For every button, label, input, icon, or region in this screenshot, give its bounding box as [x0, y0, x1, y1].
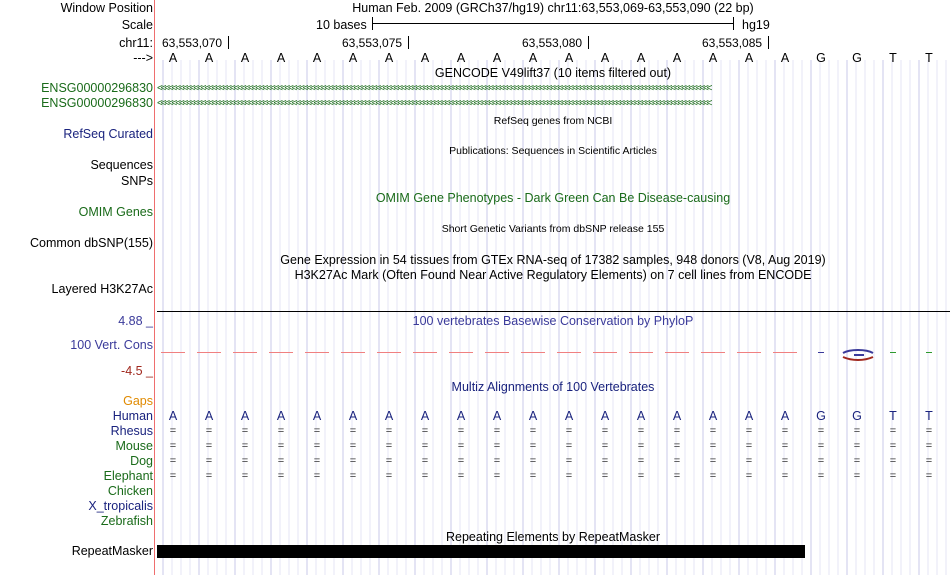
alignment-match-mark: =: [241, 455, 249, 467]
conservation-bar: [701, 352, 725, 353]
reference-base: A: [744, 51, 754, 65]
ruler-tick: 63,553,085: [702, 36, 763, 50]
alignment-match-mark: =: [601, 440, 609, 452]
conservation-bar: [926, 352, 932, 353]
alignment-match-mark: =: [601, 470, 609, 482]
conservation-bar: [377, 352, 401, 353]
reference-base: A: [636, 51, 646, 65]
ruler-tick-mark: [588, 36, 589, 49]
scale-bar: [372, 23, 733, 24]
conservation-bar: [665, 352, 689, 353]
conservation-label[interactable]: 100 Vert. Cons: [70, 338, 153, 352]
conservation-bar: [629, 352, 653, 353]
strand-label: --->: [133, 51, 153, 65]
h3k27ac-track-title[interactable]: H3K27Ac Mark (Often Found Near Active Regulatory Elements) on 7 cell lines from ENCODE: [294, 268, 812, 282]
alignment-match-mark: =: [925, 455, 933, 467]
alignment-match-mark: =: [457, 470, 465, 482]
alignment-match-mark: =: [529, 425, 537, 437]
reference-base: A: [312, 51, 322, 65]
short-variants-track-title[interactable]: Short Genetic Variants from dbSNP release 155: [441, 223, 665, 235]
gaps-label[interactable]: Gaps: [123, 394, 153, 408]
alignment-match-mark: =: [205, 440, 213, 452]
reference-base: A: [276, 51, 286, 65]
sequences-label[interactable]: Sequences: [90, 158, 153, 172]
alignment-match-mark: =: [277, 425, 285, 437]
alignment-match-mark: =: [853, 440, 861, 452]
h3k27ac-label[interactable]: Layered H3K27Ac: [51, 282, 153, 296]
reference-base: A: [168, 51, 178, 65]
reference-base: A: [564, 51, 574, 65]
reference-base: A: [420, 51, 430, 65]
conservation-bar: [269, 352, 293, 353]
alignment-match-mark: =: [853, 425, 861, 437]
alignment-match-mark: =: [817, 455, 825, 467]
reference-base: A: [492, 51, 502, 65]
alignment-match-mark: =: [745, 425, 753, 437]
alignment-match-mark: =: [673, 440, 681, 452]
alignment-match-mark: =: [853, 470, 861, 482]
gene-track-1[interactable]: <<<<<<<<<<<<<<<<<<<<<<<<<<<<<<<<<<<<<<<<<<<<<<<<<<<<<<<<<<<<<<<<<<<<<<<<<<<<<<<<<<<<<<<<<<<<<<<<<<<<<<<<<<<<<<<<<<<<<<<<<<<<<<<<<<<<<<<<<<<<<<<<<<<<<<<<: [157, 84, 711, 94]
reference-base: A: [528, 51, 538, 65]
alignment-match-mark: =: [781, 440, 789, 452]
conservation-bar: [773, 352, 797, 353]
species-label-human[interactable]: Human: [112, 409, 153, 423]
alignment-match-mark: =: [385, 470, 393, 482]
alignment-match-mark: =: [889, 440, 897, 452]
human-aligned-base: A: [240, 409, 250, 423]
alignment-match-mark: =: [529, 470, 537, 482]
reference-base: A: [204, 51, 214, 65]
human-aligned-base: A: [780, 409, 790, 423]
species-label-dog[interactable]: Dog: [130, 454, 153, 468]
repeatmasker-label[interactable]: RepeatMasker: [71, 544, 153, 558]
multiz-track-title[interactable]: Multiz Alignments of 100 Vertebrates: [451, 380, 655, 394]
ruler-tick: 63,553,080: [522, 36, 583, 50]
reference-base: A: [672, 51, 682, 65]
alignment-match-mark: =: [637, 455, 645, 467]
alignment-match-mark: =: [313, 425, 321, 437]
gene-label-2[interactable]: ENSG00000296830: [41, 96, 153, 110]
reference-base: A: [708, 51, 718, 65]
reference-base: G: [816, 51, 826, 65]
scale-bar-right: [733, 17, 734, 30]
reference-base: A: [600, 51, 610, 65]
ruler-tick-mark: [768, 36, 769, 49]
alignment-match-mark: =: [313, 440, 321, 452]
alignment-match-mark: =: [421, 425, 429, 437]
h3k27ac-baseline: [157, 311, 950, 312]
alignment-match-mark: =: [277, 470, 285, 482]
alignment-match-mark: =: [601, 455, 609, 467]
alignment-match-mark: =: [817, 425, 825, 437]
human-aligned-base: A: [744, 409, 754, 423]
alignment-match-mark: =: [493, 455, 501, 467]
conservation-bar: [413, 352, 437, 353]
assembly-position-text: Human Feb. 2009 (GRCh37/hg19) chr11:63,553,069-63,553,090 (22 bp): [352, 1, 754, 15]
alignment-match-mark: =: [169, 455, 177, 467]
alignment-match-mark: =: [205, 470, 213, 482]
reference-base: T: [889, 51, 897, 65]
alignment-match-mark: =: [781, 455, 789, 467]
human-aligned-base: G: [852, 409, 862, 423]
human-aligned-base: A: [636, 409, 646, 423]
alignment-match-mark: =: [349, 440, 357, 452]
alignment-match-mark: =: [277, 455, 285, 467]
alignment-match-mark: =: [745, 470, 753, 482]
alignment-match-mark: =: [925, 470, 933, 482]
window-position-label: Window Position: [60, 1, 153, 15]
human-aligned-base: A: [348, 409, 358, 423]
gencode-track-title[interactable]: GENCODE V49lift37 (10 items filtered out): [434, 66, 672, 80]
reference-base: A: [780, 51, 790, 65]
alignment-match-mark: =: [601, 425, 609, 437]
human-aligned-base: A: [276, 409, 286, 423]
species-label-elephant[interactable]: Elephant: [103, 469, 153, 483]
refseq-label[interactable]: RefSeq Curated: [63, 127, 153, 141]
chrom-label: chr11:: [119, 36, 153, 50]
alignment-match-mark: =: [205, 455, 213, 467]
human-aligned-base: T: [889, 409, 897, 423]
alignment-match-mark: =: [781, 470, 789, 482]
conservation-bar: [557, 352, 581, 353]
conservation-bar: [521, 352, 545, 353]
alignment-match-mark: =: [637, 470, 645, 482]
reference-base: A: [240, 51, 250, 65]
alignment-match-mark: =: [457, 455, 465, 467]
alignment-match-mark: =: [421, 455, 429, 467]
species-label-x-tropicalis[interactable]: X_tropicalis: [88, 499, 153, 513]
alignment-match-mark: =: [457, 440, 465, 452]
alignment-match-mark: =: [817, 470, 825, 482]
conservation-bar: [737, 352, 761, 353]
alignment-match-mark: =: [889, 425, 897, 437]
alignment-match-mark: =: [745, 455, 753, 467]
species-label-mouse[interactable]: Mouse: [115, 439, 153, 453]
alignment-match-mark: =: [565, 455, 573, 467]
gtex-track-title[interactable]: Gene Expression in 54 tissues from GTEx RNA-seq of 17382 samples, 948 donors (V8, Aug 2019): [280, 253, 826, 267]
omim-track-title[interactable]: OMIM Gene Phenotypes - Dark Green Can Be Disease-causing: [375, 191, 731, 205]
human-aligned-base: G: [816, 409, 826, 423]
alignment-match-mark: =: [565, 440, 573, 452]
conservation-bar: [161, 352, 185, 353]
human-aligned-base: A: [672, 409, 682, 423]
alignment-match-mark: =: [457, 425, 465, 437]
alignment-match-mark: =: [493, 440, 501, 452]
alignment-match-mark: =: [385, 440, 393, 452]
human-aligned-base: A: [384, 409, 394, 423]
alignment-match-mark: =: [385, 455, 393, 467]
alignment-match-mark: =: [385, 425, 393, 437]
alignment-match-mark: =: [313, 470, 321, 482]
alignment-match-mark: =: [925, 425, 933, 437]
human-aligned-base: A: [600, 409, 610, 423]
species-label-rhesus[interactable]: Rhesus: [110, 424, 153, 438]
conservation-bar: [341, 352, 365, 353]
alignment-match-mark: =: [745, 440, 753, 452]
conservation-bar: [305, 352, 329, 353]
alignment-match-mark: =: [529, 455, 537, 467]
dbsnp-label[interactable]: Common dbSNP(155): [30, 236, 153, 250]
alignment-match-mark: =: [565, 425, 573, 437]
publications-track-title[interactable]: Publications: Sequences in Scientific Articles: [449, 145, 657, 157]
species-label-zebrafish[interactable]: Zebrafish: [100, 514, 153, 528]
alignment-match-mark: =: [673, 455, 681, 467]
alignment-match-mark: =: [709, 470, 717, 482]
conservation-bar: [485, 352, 509, 353]
alignment-match-mark: =: [421, 470, 429, 482]
alignment-match-mark: =: [349, 470, 357, 482]
repeatmasker-element[interactable]: [157, 545, 805, 558]
alignment-match-mark: =: [781, 425, 789, 437]
alignment-match-mark: =: [313, 455, 321, 467]
human-aligned-base: A: [456, 409, 466, 423]
scale-label: Scale: [121, 18, 153, 32]
alignment-match-mark: =: [349, 425, 357, 437]
alignment-match-mark: =: [277, 440, 285, 452]
alignment-match-mark: =: [169, 470, 177, 482]
conservation-bar: [197, 352, 221, 353]
alignment-match-mark: =: [349, 455, 357, 467]
cons-max-label: 4.88 _: [118, 314, 153, 328]
alignment-match-mark: =: [925, 440, 933, 452]
conservation-bar: [449, 352, 473, 353]
label-separator: [154, 0, 155, 575]
cons-min-label: -4.5 _: [121, 364, 153, 378]
conservation-bar: [233, 352, 257, 353]
omim-label[interactable]: OMIM Genes: [78, 205, 153, 219]
conservation-bar: [593, 352, 617, 353]
reference-base: A: [456, 51, 466, 65]
scale-text: 10 bases: [316, 18, 367, 32]
species-label-chicken[interactable]: Chicken: [107, 484, 153, 498]
alignment-match-mark: =: [169, 425, 177, 437]
alignment-match-mark: =: [673, 470, 681, 482]
human-aligned-base: T: [925, 409, 933, 423]
conservation-bar: [890, 352, 896, 353]
scale-db-label: hg19: [742, 18, 770, 32]
repeat-track-title[interactable]: Repeating Elements by RepeatMasker: [445, 530, 660, 544]
alignment-match-mark: =: [241, 425, 249, 437]
reference-base: T: [925, 51, 933, 65]
conservation-peak-glyph: [840, 349, 876, 365]
alignment-match-mark: =: [565, 470, 573, 482]
alignment-match-mark: =: [169, 440, 177, 452]
alignment-match-mark: =: [817, 440, 825, 452]
alignment-match-mark: =: [529, 440, 537, 452]
conservation-bar: [818, 352, 824, 353]
human-aligned-base: A: [528, 409, 538, 423]
gene-track-2[interactable]: <<<<<<<<<<<<<<<<<<<<<<<<<<<<<<<<<<<<<<<<<<<<<<<<<<<<<<<<<<<<<<<<<<<<<<<<<<<<<<<<<<<<<<<<<<<<<<<<<<<<<<<<<<<<<<<<<<<<<<<<<<<<<<<<<<<<<<<<<<<<<<<<<<<<<<<<: [157, 99, 711, 109]
alignment-match-mark: =: [853, 455, 861, 467]
human-aligned-base: A: [168, 409, 178, 423]
human-aligned-base: A: [492, 409, 502, 423]
human-aligned-base: A: [564, 409, 574, 423]
ruler-tick: 63,553,075: [342, 36, 403, 50]
ruler-tick-mark: [408, 36, 409, 49]
alignment-match-mark: =: [241, 440, 249, 452]
alignment-match-mark: =: [889, 470, 897, 482]
alignment-match-mark: =: [889, 455, 897, 467]
conservation-track-title[interactable]: 100 vertebrates Basewise Conservation by PhyloP: [412, 314, 694, 328]
alignment-match-mark: =: [637, 425, 645, 437]
reference-base: A: [348, 51, 358, 65]
alignment-match-mark: =: [637, 440, 645, 452]
snps-label[interactable]: SNPs: [121, 174, 153, 188]
alignment-match-mark: =: [493, 470, 501, 482]
human-aligned-base: A: [708, 409, 718, 423]
reference-base: G: [852, 51, 862, 65]
alignment-match-mark: =: [673, 425, 681, 437]
ruler-tick-mark: [228, 36, 229, 49]
alignment-match-mark: =: [709, 425, 717, 437]
human-aligned-base: A: [420, 409, 430, 423]
alignment-match-mark: =: [421, 440, 429, 452]
alignment-match-mark: =: [709, 440, 717, 452]
human-aligned-base: A: [312, 409, 322, 423]
gene-label-1[interactable]: ENSG00000296830: [41, 81, 153, 95]
human-aligned-base: A: [204, 409, 214, 423]
ruler-tick: 63,553,070: [162, 36, 223, 50]
alignment-match-mark: =: [241, 470, 249, 482]
alignment-match-mark: =: [709, 455, 717, 467]
reference-base: A: [384, 51, 394, 65]
refseq-track-title[interactable]: RefSeq genes from NCBI: [493, 115, 613, 127]
alignment-match-mark: =: [205, 425, 213, 437]
alignment-match-mark: =: [493, 425, 501, 437]
